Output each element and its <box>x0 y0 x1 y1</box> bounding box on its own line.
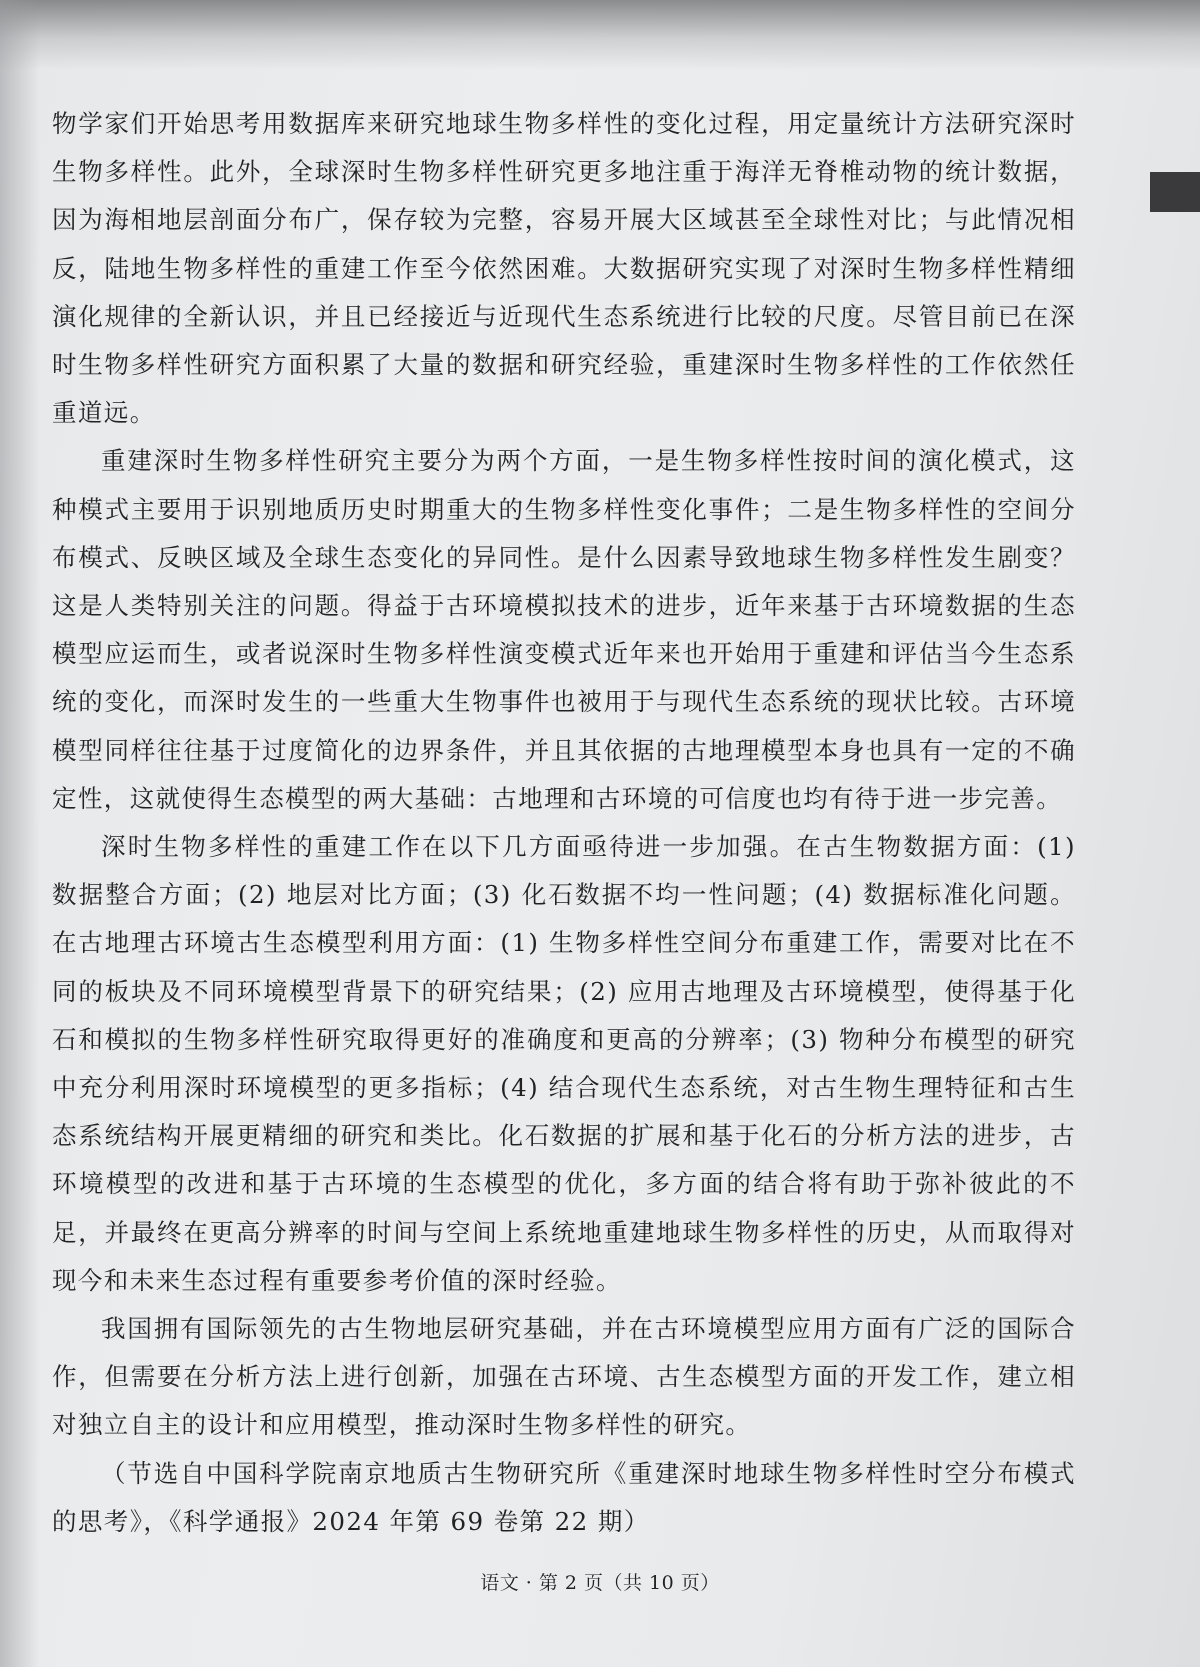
top-shadow <box>0 0 1200 70</box>
paragraph-2: 重建深时生物多样性研究主要分为两个方面，一是生物多样性按时间的演化模式，这种模式主要用于识别地质历史时期重大的生物多样性变化事件；二是生物多样性的空间分布模式、反映区域及全球生态变化的异同性。是什么因素导致地球生物多样性发生剧变？这是人类特别关注的问题。得益于古环境模拟技术的进步，近年来基于古环境数据的生态模型应运而生，或者说深时生物多样性演变模式近年来也开始用于重建和评估当今生态系统的变化，而深时发生的一些重大生物事件也被用于与现代生态系统的现状比较。古环境模型同样往往基于过度简化的边界条件，并且其依据的古地理模型本身也具有一定的不确定性，这就使得生态模型的两大基础：古地理和古环境的可信度也均有待于进一步完善。 <box>52 446 1076 813</box>
source-citation: （节选自中国科学院南京地质古生物研究所《重建深时地球生物多样性时空分布模式的思考》，《科学通报》2024 年第 69 卷第 22 期） <box>52 1458 1076 1536</box>
paragraph-4: 我国拥有国际领先的古生物地层研究基础，并在古环境模型应用方面有广泛的国际合作，但需要在分析方法上进行创新，加强在古环境、古生态模型方面的开发工作，建立相对独立自主的设计和应用模型，推动深时生物多样性的研究。 <box>52 1314 1076 1440</box>
side-tab-mark <box>1150 172 1200 212</box>
paragraph-1: 物学家们开始思考用数据库来研究地球生物多样性的变化过程，用定量统计方法研究深时生物多样性。此外，全球深时生物多样性研究更多地注重于海洋无脊椎动物的统计数据，因为海相地层剖面分布广，保存较为完整，容易开展大区域甚至全球性对比；与此情况相反，陆地生物多样性的重建工作至今依然困难。大数据研究实现了对深时生物多样性精细演化规律的全新认识，并且已经接近与近现代生态系统进行比较的尺度。尽管目前已在深时生物多样性研究方面积累了大量的数据和研究经验，重建深时生物多样性的工作依然任重道远。 <box>52 109 1076 428</box>
paragraph-3: 深时生物多样性的重建工作在以下几方面亟待进一步加强。在古生物数据方面：(1) 数据整合方面；(2) 地层对比方面；(3) 化石数据不均一性问题；(4) 数据标准化问题。在古地理古环境古生态模型利用方面：(1) 生物多样性空间分布重建工作，需要对比在不同的板块及不同环境模型背景下的研究结果；(2) 应用古地理及古环境模型，使得基于化石和模拟的生物多样性研究取得更好的准确度和更高的分辨率；(3) 物种分布模型的研究中充分利用深时环境模型的更多指标；(4) 结合现代生态系统，对古生物生理特征和古生态系统结构开展更精细的研究和类比。化石数据的扩展和基于化石的分析方法的进步，古环境模型的改进和基于古环境的生态模型的优化，多方面的结合将有助于弥补彼此的不足，并最终在更高分辨率的时间与空间上系统地重建地球生物多样性的历史，从而取得对现今和未来生态过程有重要参考价值的深时经验。 <box>52 832 1076 1295</box>
article-body <box>52 100 1076 1546</box>
page-footer: 语文 · 第 2 页（共 10 页） <box>480 1572 720 1594</box>
left-shadow <box>0 0 40 1667</box>
